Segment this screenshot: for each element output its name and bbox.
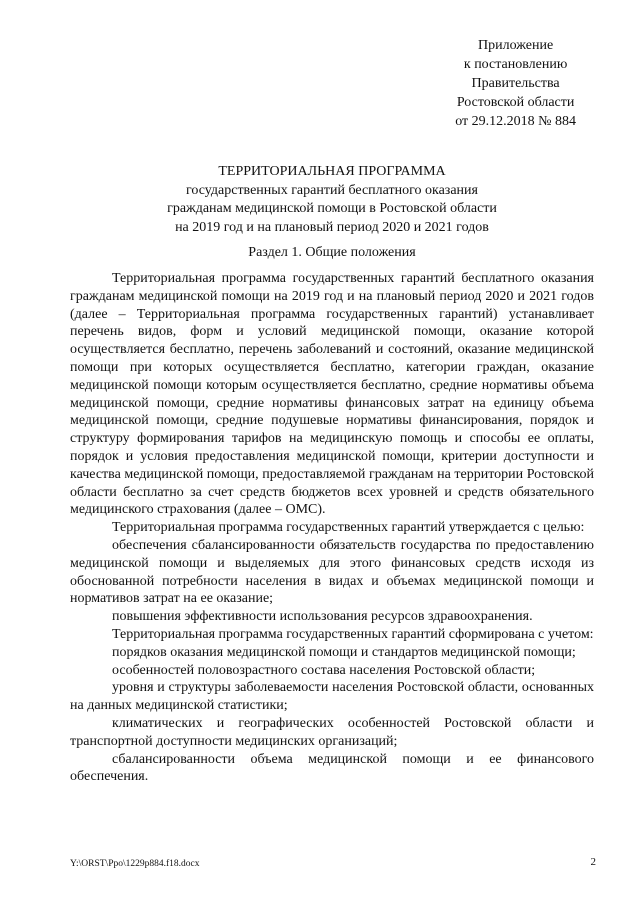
paragraph: повышения эффективности использования ресурсов здравоохранения.	[112, 609, 533, 625]
appendix-line: Правительства	[471, 76, 560, 91]
paragraph: Территориальная программа государственных гарантий бесплатного оказания гражданам медицинской помощи на 2019 год и на плановый период 2020 и 2021 годов (далее – Территориальная программа государственных гарантий) устанавливает перечень видов, форм и условий медицинской помощи, оказание которой осуществляется бесплатно, перечень заболеваний и состояний, оказание медицинской помощи при которых осуществляется бесплатно, категории граждан, оказание медицинской помощи которым осуществляется бесплатно, средние нормативы объема медицинской помощи, средние нормативы финансовых затрат на единицу объема медицинской помощи, средние подушевые нормативы финансирования, порядок и структуру формирования тарифов на медицинскую помощь и способы ее оплаты, порядок и условия предоставления медицинской помощи, критерии доступности и качества медицинской помощи, предоставляемой гражданам на территории Ростовской области бесплатно за счет средств бюджетов всех уровней и средств обязательного медицинского страхования (далее – ОМС).	[70, 271, 594, 518]
paragraph: Территориальная программа государственных гарантий утверждается с целью:	[112, 520, 585, 536]
page-number: 2	[590, 856, 596, 868]
section-heading: Раздел 1. Общие положения	[248, 245, 416, 260]
appendix-header	[455, 36, 576, 131]
appendix-line: Приложение	[478, 38, 554, 53]
body-text	[70, 270, 594, 786]
title-heading: ТЕРРИТОРИАЛЬНАЯ ПРОГРАММА	[218, 164, 446, 179]
paragraph: климатических и географических особенностей Ростовской области и транспортной доступности медицинских организаций;	[70, 715, 594, 749]
paragraph: обеспечения сбалансированности обязательств государства по предоставлению медицинской помощи и выделяемых для этого финансовых средств исходя из обоснованной потребности населения в видах и объемах медицинской помощи и нормативов затрат на ее оказание;	[70, 537, 594, 607]
paragraph: порядков оказания медицинской помощи и стандартов медицинской помощи;	[112, 644, 576, 660]
appendix-line: Ростовской области	[456, 95, 575, 110]
appendix-line: к постановлению	[463, 57, 568, 72]
appendix-line: от 29.12.2018 № 884	[455, 114, 576, 129]
paragraph: особенностей половозрастного состава населения Ростовской области;	[112, 662, 536, 678]
paragraph: Территориальная программа государственных гарантий сформирована с учетом:	[112, 626, 594, 642]
title-line: государственных гарантий бесплатного оказания	[186, 182, 478, 198]
paragraph: сбалансированности объема медицинской помощи и ее финансового обеспечения.	[70, 751, 594, 785]
footer-file-path: Y:\ORST\Ppo\1229p884.f18.docx	[70, 859, 200, 869]
title-line: гражданам медицинской помощи в Ростовской области	[167, 201, 497, 217]
title-line: на 2019 год и на плановый период 2020 и 2021 годов	[175, 219, 489, 235]
paragraph: уровня и структуры заболеваемости населения Ростовской области, основанных на данных медицинской статистики;	[70, 680, 594, 714]
document-title	[70, 163, 594, 237]
